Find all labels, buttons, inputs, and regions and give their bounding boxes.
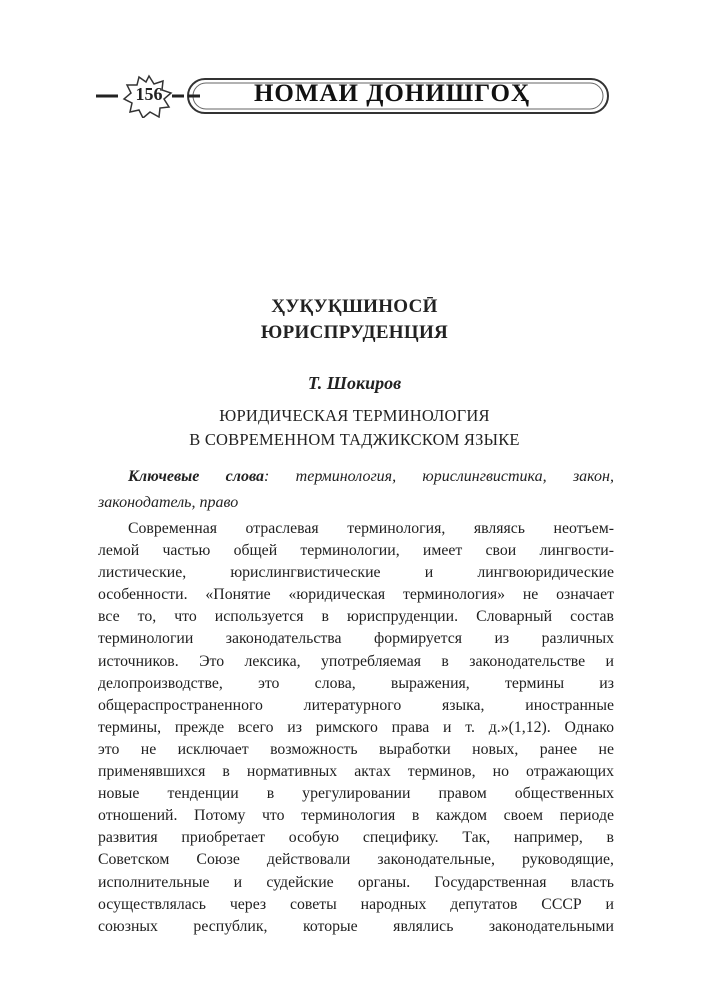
body-text-line: новые тенденции в урегулировании правом общественных — [98, 785, 614, 803]
section-title-tajik: ҲУҚУҚШИНОСӢ — [271, 296, 438, 317]
article-title-line-2: В СОВРЕМЕННОМ ТАДЖИКСКОМ ЯЗЫКЕ — [189, 430, 520, 449]
keywords-list: : терминология, юрислингвистика, закон, — [264, 468, 614, 485]
body-text-line: отношений. Потому что терминология в каждом своем периоде — [98, 807, 614, 825]
body-text-line: это не исключает возможность выработки новых, ранее не — [98, 740, 614, 758]
body-text-line: листические, юрислингвистические и лингвоюридические — [98, 564, 614, 582]
body-text-line: делопроизводстве, это слова, выражения, термины из — [98, 674, 614, 692]
body-text-line: исполнительные и судейские органы. Государственная власть — [98, 873, 614, 891]
body-text-line: Советском Союзе действовали законодательные, руководящие, — [98, 851, 614, 869]
keywords-block — [98, 464, 614, 516]
article-author: Т. Шокиров — [307, 373, 402, 393]
journal-title: НОМАИ ДОНИШГОҲ — [253, 80, 530, 107]
body-text-line: осуществлялась через советы народных депутатов СССР и — [98, 895, 614, 913]
body-text-line: все то, что используется в юриспруденции. Словарный состав — [98, 608, 614, 626]
article-body — [98, 518, 614, 938]
page-number: 156 — [135, 84, 163, 104]
page-header — [92, 74, 622, 118]
keywords-line-1 — [98, 464, 614, 490]
body-text-line: применявшихся в нормативных актах терминов, но отражающих — [98, 763, 614, 781]
body-text-line: союзных республик, которые являлись законодательными — [98, 917, 614, 935]
keywords-line-2: законодатель, право — [98, 494, 239, 511]
body-text-line: Современная отраслевая терминология, являясь неотъем- — [128, 520, 614, 537]
keywords-label: Ключевые слова — [128, 468, 265, 485]
section-title-russian: ЮРИСПРУДЕНЦИЯ — [260, 322, 449, 343]
article-title-line-1: ЮРИДИЧЕСКАЯ ТЕРМИНОЛОГИЯ — [219, 406, 490, 425]
body-text-line: источников. Это лексика, употребляемая в законодательстве и — [98, 652, 614, 670]
body-text-line: особенности. «Понятие «юридическая терминология» не означает — [98, 586, 614, 604]
body-text-line: лемой частью общей терминологии, имеет свои лингвости- — [98, 542, 614, 560]
body-text-line: терминологии законодательства формируется из различных — [98, 630, 614, 648]
body-text-line: общераспространенного литературного языка, иностранные — [98, 696, 614, 714]
body-text-line: термины, прежде всего из римского права и т. д.»(1,12). Однако — [98, 718, 614, 736]
body-text-line: развития приобретает особую специфику. Так, например, в — [98, 829, 614, 847]
